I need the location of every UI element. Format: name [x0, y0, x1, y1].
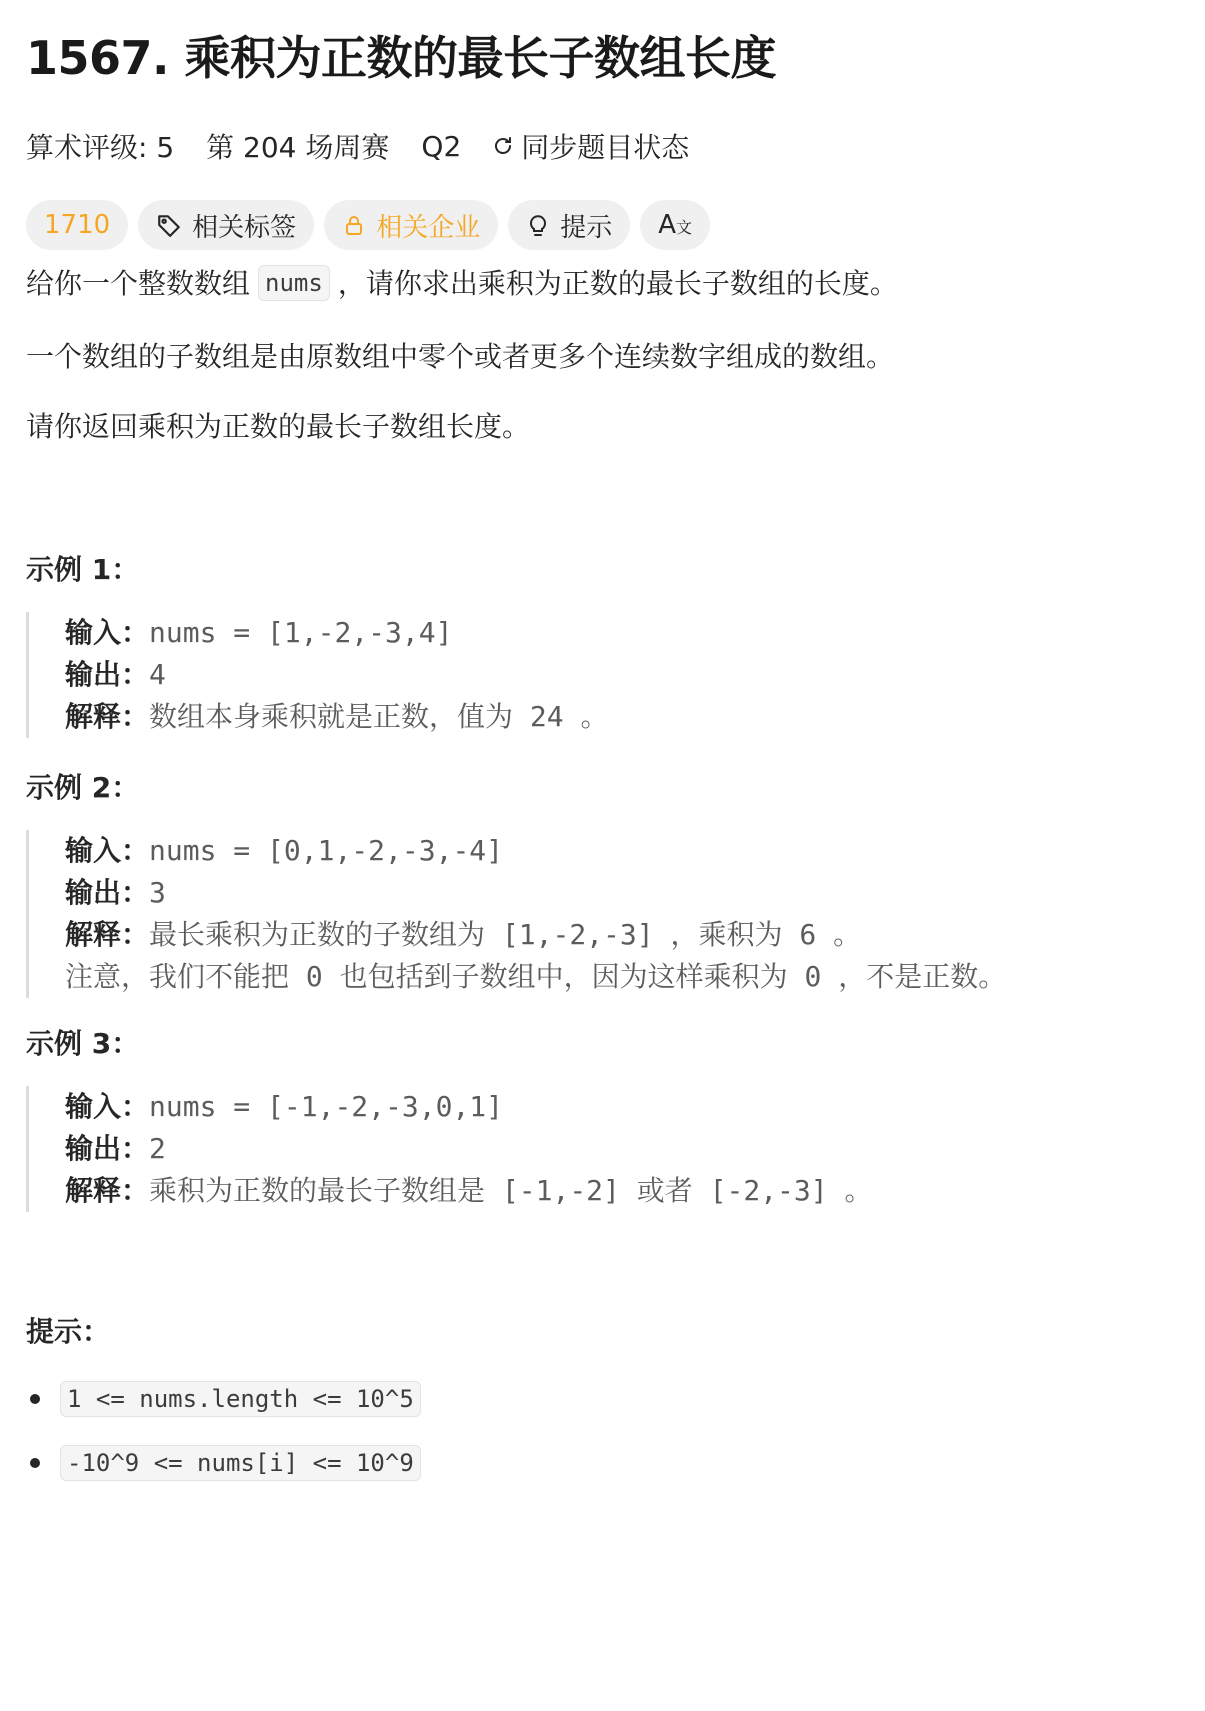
explain-label: 解释： — [65, 700, 150, 733]
description-paragraph-1: 给你一个整数数组 nums ，请你求出乘积为正数的最长子数组的长度。 — [26, 267, 898, 300]
sync-status-label: 同步题目状态 — [521, 131, 690, 164]
sync-status-button[interactable] — [491, 126, 689, 166]
translate-icon: A文 — [658, 210, 693, 240]
related-companies-label: 相关企业 — [376, 212, 481, 243]
description-paragraph-3: 请你返回乘积为正数的最长子数组长度。 — [26, 410, 531, 443]
explain-label: 解释： — [65, 1174, 150, 1207]
output-label: 输出： — [65, 876, 150, 909]
hint-label: 提示 — [560, 212, 613, 243]
related-tags-label: 相关标签 — [192, 212, 297, 243]
example-3-heading: 示例 3： — [26, 1027, 140, 1060]
example-2-note: 注意，我们不能把 0 也包括到子数组中，因为这样乘积为 0 ，不是正数。 — [65, 960, 1007, 993]
output-label: 输出： — [65, 658, 150, 691]
related-tags-pill[interactable] — [138, 200, 314, 250]
constraint-1: 1 <= nums.length <= 10^5 — [60, 1381, 421, 1417]
input-label: 输入： — [65, 616, 150, 649]
lightbulb-icon — [526, 212, 550, 238]
hint-pill[interactable] — [508, 200, 630, 250]
lock-icon — [342, 213, 366, 237]
bullet-icon — [30, 1458, 40, 1468]
example-2-input: nums = [0,1,-2,-3,-4] — [149, 834, 504, 867]
difficulty-score-pill[interactable] — [26, 200, 128, 250]
list-item — [30, 1442, 421, 1484]
constraints-list — [30, 1378, 421, 1484]
example-3-output: 2 — [149, 1132, 166, 1165]
bullet-icon — [30, 1394, 40, 1404]
translate-pill[interactable] — [640, 200, 710, 250]
input-label: 输入： — [65, 1090, 150, 1123]
difficulty-score: 1710 — [44, 210, 111, 240]
example-2-block: 输入：nums = [0,1,-2,-3,-4] 输出：3 解释：最长乘积为正数的子数组为 [1,-2,-3] ，乘积为 6 。 注意，我们不能把 0 也包括到子数组中，因为这样乘积为 0 ，不是正数。 — [26, 830, 1006, 998]
pill-bar — [26, 200, 710, 250]
description-paragraph-2: 一个数组的子数组是由原数组中零个或者更多个连续数字组成的数组。 — [26, 340, 895, 373]
example-1-block: 输入：nums = [1,-2,-3,4] 输出：4 解释：数组本身乘积就是正数，值为 24 。 — [26, 612, 608, 738]
input-label: 输入： — [65, 834, 150, 867]
page-title: 1567. 乘积为正数的最长子数组长度 — [26, 31, 777, 85]
example-3-input: nums = [-1,-2,-3,0,1] — [149, 1090, 504, 1123]
tag-icon — [156, 212, 182, 238]
explain-label: 解释： — [65, 918, 150, 951]
output-label: 输出： — [65, 1132, 150, 1165]
example-2-output: 3 — [149, 876, 166, 909]
list-item — [30, 1378, 421, 1420]
example-1-output: 4 — [149, 658, 166, 691]
refresh-icon — [491, 134, 515, 158]
example-2-heading: 示例 2： — [26, 771, 140, 804]
constraints-heading: 提示： — [26, 1315, 111, 1348]
inline-code-nums: nums — [258, 265, 330, 301]
problem-meta — [26, 126, 689, 166]
contest-link[interactable]: 第 204 场周赛 — [206, 131, 390, 164]
question-number: Q2 — [421, 129, 462, 163]
rating-label: 算术评级: 5 — [26, 131, 175, 164]
example-3-block: 输入：nums = [-1,-2,-3,0,1] 输出：2 解释：乘积为正数的最长子数组是 [-1,-2] 或者 [-2,-3] 。 — [26, 1086, 873, 1212]
example-1-input: nums = [1,-2,-3,4] — [149, 616, 453, 649]
example-1-heading: 示例 1： — [26, 553, 140, 586]
related-companies-pill[interactable] — [324, 200, 498, 250]
constraint-2: -10^9 <= nums[i] <= 10^9 — [60, 1445, 421, 1481]
